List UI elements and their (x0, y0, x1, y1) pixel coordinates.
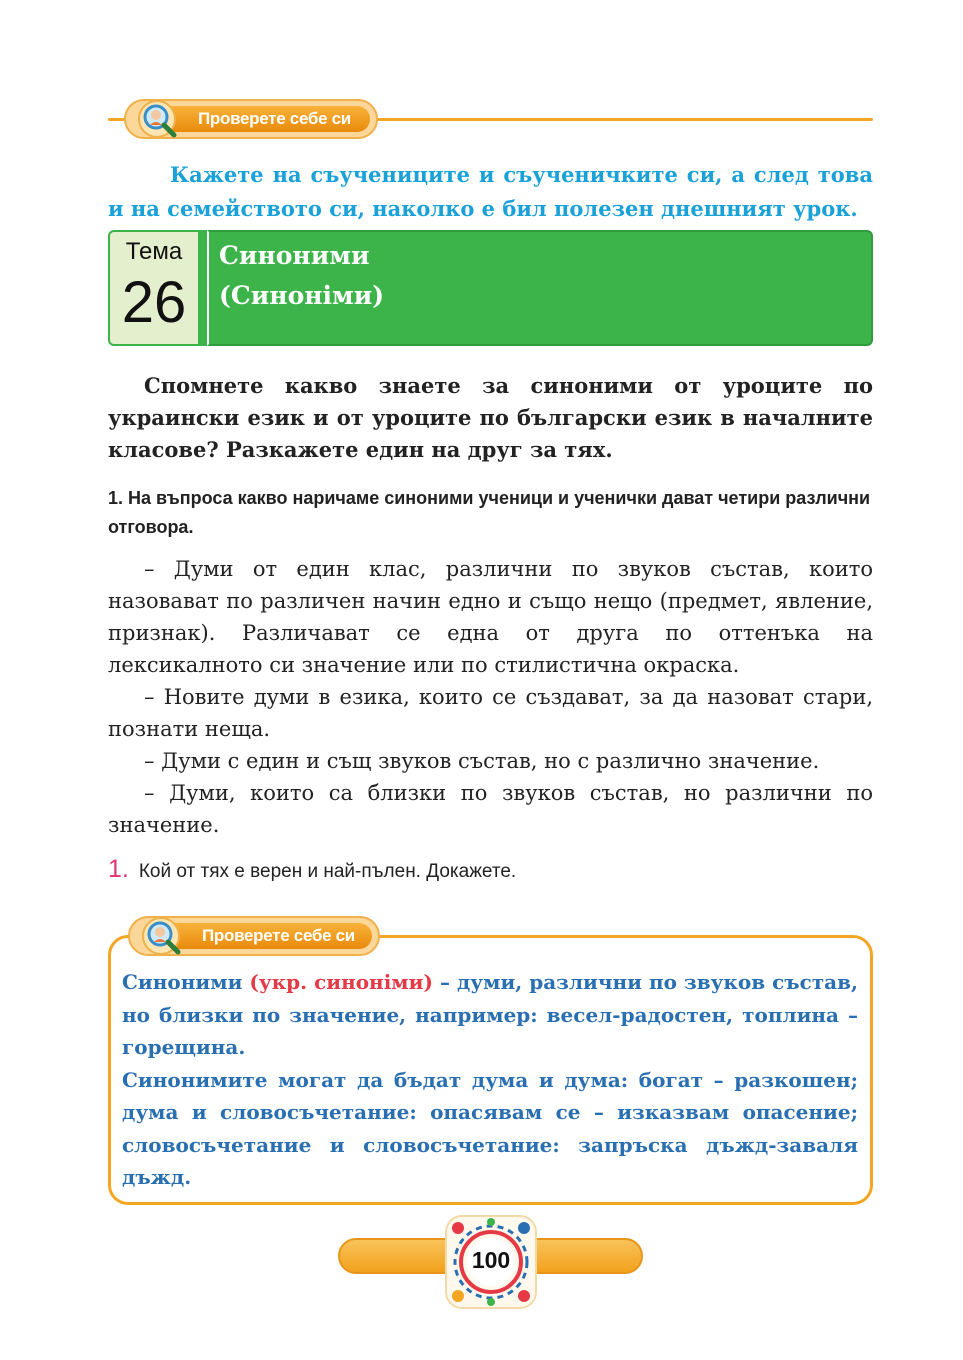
intro-text: Кажете на съучениците и съученичките си, а след това и на семейството си, наколко е бил полезен днешният урок. (108, 162, 873, 221)
answer-item: – Думи с един и същ звуков състав, но с различно значение. (144, 749, 820, 773)
topic-label: Тема (125, 238, 183, 265)
ukrainian-term: (укр. синоніми) (249, 970, 433, 994)
answers-list (108, 553, 873, 841)
topic-title-line1: Синоними (219, 241, 370, 270)
magnifier-icon (136, 97, 182, 143)
definition-paragraph (122, 966, 858, 1064)
topic-title (207, 230, 873, 346)
topic-block (108, 230, 873, 348)
question-2-number: 1. (108, 855, 129, 883)
answer-item: – Думи от един клас, различни по звуков състав, които назовават по различен начин едно и също нещо (предмет, явление, признак). Различават се една от друга по оттенъка на лексикалното си значение или по стилистична окраска. (108, 557, 873, 677)
topic-divider (200, 230, 207, 346)
topic-number: 26 (121, 270, 187, 335)
check-yourself-badge (124, 99, 378, 139)
examples-paragraph: Синонимите могат да бъдат дума и дума: богат – разкошен; дума и словосъчетание: опасявам се – изказвам опасение; словосъчетание и словосъчетание: запръска дъжд-заваля дъжд. (122, 1067, 858, 1189)
question-2-text: Кой от тях е верен и най-пълен. Докажете. (138, 861, 517, 882)
answer-item: – Новите думи в езика, които се създават, за да назоват стари, познати неща. (108, 685, 873, 741)
definition-body: – думи, различни по звуков състав, но близки по значение, например: весел-радостен, топлина – горещина. (122, 970, 858, 1059)
topic-number-box (108, 230, 200, 346)
badge-label: Проверете себе си (198, 109, 351, 128)
magnifier-icon (140, 914, 186, 960)
page-number: 100 (471, 1247, 511, 1273)
definition-text (122, 966, 858, 1194)
badge-label: Проверете себе си (202, 926, 355, 945)
answer-item: – Думи, които са близки по звуков състав, но различни по значение. (108, 781, 873, 837)
check-yourself-badge-2 (128, 916, 380, 956)
exercise-1-heading: 1. На въпроса какво наричаме синоними ученици и ученички дават четири различни отговора. (108, 488, 871, 537)
question-2 (108, 855, 516, 884)
definition-term: Синоними (122, 970, 243, 994)
topic-title-line2: (Синоніми) (219, 281, 385, 310)
warmup-question: Спомнете какво знаете за синоними от уроците по украински език и от уроците по български език в началните класове? Разкажете един на друг за тях. (108, 373, 873, 462)
